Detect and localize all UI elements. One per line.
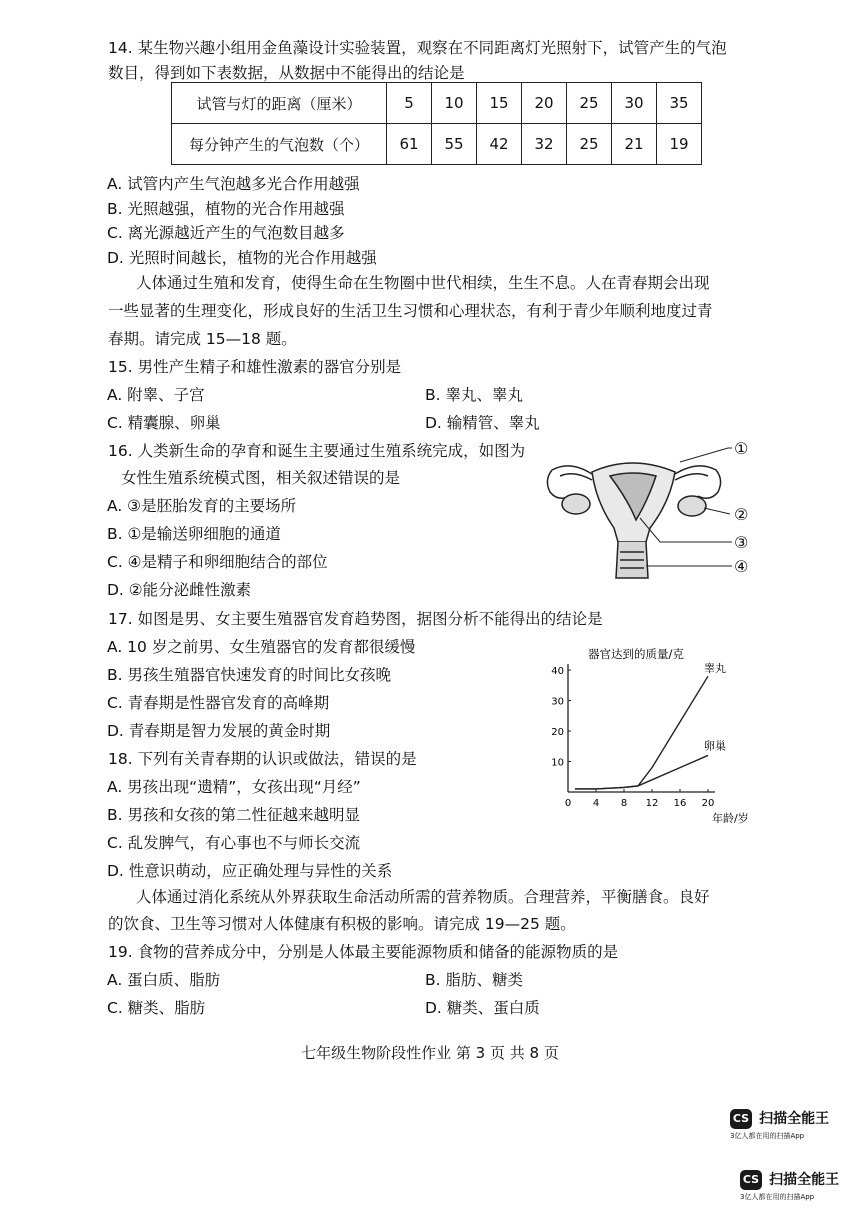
table-cell: 15	[477, 83, 522, 124]
chart-x-tick-label: 16	[673, 798, 687, 809]
table-cell: 25	[567, 83, 612, 124]
table-cell: 30	[612, 83, 657, 124]
chart-y-tick-label: 40	[551, 666, 564, 678]
q16-option-a: A. ③是胚胎发育的主要场所	[107, 497, 297, 515]
q19-option-b: B. 脂肪、糖类	[425, 971, 523, 989]
q17-option-c: C. 青春期是性器官发育的高峰期	[107, 694, 330, 712]
table-cell: 61	[387, 124, 432, 165]
q17-option-d: D. 青春期是智力发展的黄金时期	[107, 722, 331, 740]
chart-x-tick-label: 8	[620, 798, 628, 809]
cs-logo-icon: CS	[740, 1170, 762, 1190]
q14-stem-line1: 14. 某生物兴趣小组用金鱼藻设计实验装置，观察在不同距离灯光照射下，试管产生的气泡	[108, 39, 727, 57]
table-row	[172, 83, 702, 124]
diagram-label-3: ③	[734, 533, 749, 552]
watermark-logo-1	[730, 1107, 829, 1141]
table-header-distance: 试管与灯的距离（厘米）	[172, 83, 387, 124]
table-cell: 32	[522, 124, 567, 165]
q17-option-a: A. 10 岁之前男、女生殖器官的发育都很缓慢	[107, 638, 416, 656]
table-cell: 21	[612, 124, 657, 165]
chart-x-tick-label: 0	[564, 798, 572, 809]
watermark-logo-2	[740, 1168, 839, 1202]
chart-series-line-0	[575, 676, 708, 789]
watermark-name: 扫描全能王	[759, 1110, 830, 1127]
q15-option-a: A. 附睾、子宫	[107, 386, 205, 404]
chart-y-tick-label: 20	[551, 727, 564, 739]
q19-stem: 19. 食物的营养成分中，分别是人体最主要能源物质和储备的能源物质的是	[108, 943, 619, 961]
chart-y-tick-label: 10	[551, 757, 564, 769]
q15-option-b: B. 睾丸、睾丸	[425, 386, 523, 404]
q18-option-d: D. 性意识萌动，应正确处理与异性的关系	[107, 862, 393, 880]
intro1-line1: 人体通过生殖和发育，使得生命在生物圈中世代相续，生生不息。人在青春期会出现	[136, 274, 710, 292]
intro1-line3: 春期。请完成 15—18 题。	[108, 330, 297, 348]
q15-option-d: D. 输精管、睾丸	[425, 414, 540, 432]
table-cell: 5	[387, 83, 432, 124]
diagram-label-2: ②	[734, 505, 749, 524]
table-cell: 25	[567, 124, 612, 165]
q14-option-a: A. 试管内产生气泡越多光合作用越强	[107, 175, 360, 193]
chart-series-label: 睾丸	[704, 662, 726, 676]
q18-option-b: B. 男孩和女孩的第二性征越来越明显	[107, 806, 360, 824]
table-cell: 55	[432, 124, 477, 165]
intro2-line2: 的饮食、卫生等习惯对人体健康有积极的影响。请完成 19—25 题。	[108, 915, 576, 933]
intro1-line2: 一些显著的生理变化，形成良好的生活卫生习惯和心理状态，有利于青少年顺利地度过青	[108, 302, 713, 320]
watermark-name: 扫描全能王	[769, 1171, 840, 1188]
diagram-label-4: ④	[734, 557, 749, 576]
table-header-bubbles: 每分钟产生的气泡数（个）	[172, 124, 387, 165]
q14-option-d: D. 光照时间越长，植物的光合作用越强	[107, 249, 377, 267]
page-footer: 七年级生物阶段性作业 第 3 页 共 8 页	[301, 1044, 559, 1062]
chart-xlabel: 年龄/岁	[712, 812, 749, 825]
q16-stem-line2: 女性生殖系统模式图，相关叙述错误的是	[121, 469, 401, 487]
chart-x-tick-label: 4	[592, 798, 600, 809]
table-cell: 35	[657, 83, 702, 124]
q19-option-a: A. 蛋白质、脂肪	[107, 971, 221, 989]
watermark-tagline: 3亿人都在用的扫描App	[740, 1193, 815, 1201]
table-cell: 19	[657, 124, 702, 165]
diagram-label-1: ①	[734, 440, 749, 458]
q14-data-table	[171, 82, 702, 165]
q15-stem: 15. 男性产生精子和雄性激素的器官分别是	[108, 358, 402, 376]
intro2-line1: 人体通过消化系统从外界获取生命活动所需的营养物质。合理营养，平衡膳食。良好	[136, 888, 710, 906]
q14-option-b: B. 光照越强，植物的光合作用越强	[107, 200, 345, 218]
chart-y-tick-label: 30	[551, 696, 564, 708]
q14-option-c: C. 离光源越近产生的气泡数目越多	[107, 224, 345, 242]
q14-stem-line2: 数目，得到如下表数据，从数据中不能得出的结论是	[108, 64, 465, 82]
q19-option-c: C. 糖类、脂肪	[107, 999, 206, 1017]
q16-stem-line1: 16. 人类新生命的孕育和诞生主要通过生殖系统完成，如图为	[108, 442, 526, 460]
chart-series-line-1	[575, 755, 708, 789]
q18-stem: 18. 下列有关青春期的认识或做法，错误的是	[108, 750, 417, 768]
table-row	[172, 124, 702, 165]
q19-option-d: D. 糖类、蛋白质	[425, 999, 540, 1017]
table-cell: 10	[432, 83, 477, 124]
watermark-tagline: 3亿人都在用的扫描App	[730, 1132, 805, 1140]
q16-option-d: D. ②能分泌雌性激素	[107, 581, 252, 599]
cs-logo-icon: CS	[730, 1109, 752, 1129]
chart-series-label: 卵巢	[704, 739, 726, 753]
q16-option-b: B. ①是输送卵细胞的通道	[107, 525, 281, 543]
female-reproductive-diagram	[540, 440, 790, 585]
organ-growth-chart	[540, 640, 760, 830]
q18-option-a: A. 男孩出现“遗精”，女孩出现“月经”	[107, 778, 361, 796]
table-cell: 20	[522, 83, 567, 124]
table-cell: 42	[477, 124, 522, 165]
q16-option-c: C. ④是精子和卵细胞结合的部位	[107, 553, 328, 571]
q17-stem: 17. 如图是男、女主要生殖器官发育趋势图，据图分析不能得出的结论是	[108, 610, 603, 628]
q17-option-b: B. 男孩生殖器官快速发育的时间比女孩晚	[107, 666, 391, 684]
chart-x-tick-label: 12	[645, 798, 659, 809]
chart-x-tick-label: 20	[701, 798, 715, 809]
chart-ylabel: 器官达到的质量/克	[588, 647, 684, 661]
q15-option-c: C. 精囊腺、卵巢	[107, 414, 221, 432]
q18-option-c: C. 乱发脾气，有心事也不与师长交流	[107, 834, 361, 852]
